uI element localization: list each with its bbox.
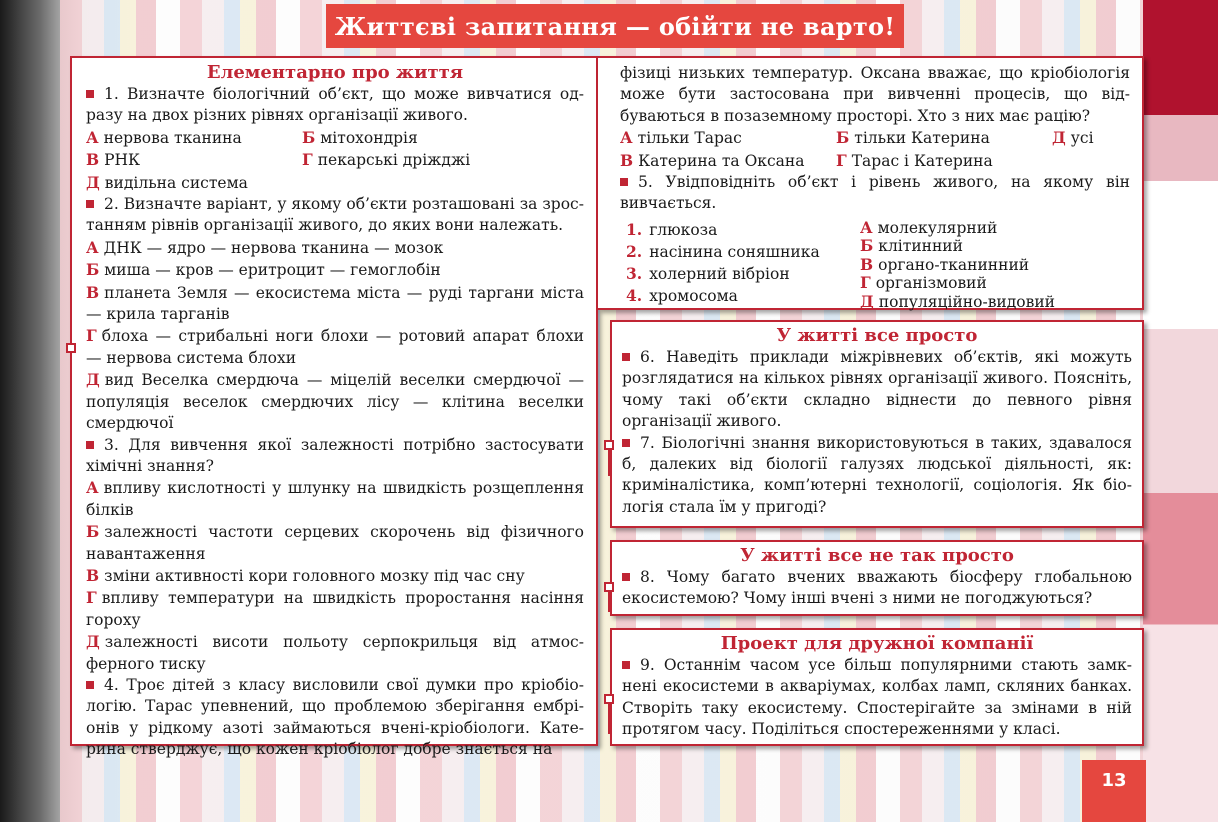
panel-not-simple [610, 540, 1144, 616]
question-4-continued: фізиці низьких температур. Оксана вважає, що кріобіологія може бути застосована при вивченні процесів, що відбуваються в позаземному просторі. Хто з них має рацію? [620, 64, 1130, 125]
panel-elementary [70, 56, 598, 759]
options-row: В Катерина та Оксана Г Тарас і Катерина [620, 150, 993, 170]
marker-icon [604, 694, 614, 704]
bullet-icon [86, 681, 94, 689]
bullet-icon [622, 661, 630, 669]
option-d: Г блоха — стрибальні ноги блохи — ротовий апарат блохи — нервова система блохи [86, 326, 584, 367]
options-row: А нервова тканина Б мітохондрія [86, 127, 418, 147]
page-title: Життєві запитання — обійти не варто! [326, 4, 904, 48]
question-7: 7. Біологічні знання використовуються в таких, здавалося б, далеких від біології галузях людської діяльності, як: криміналістика, комп’ютерні технології, соціологія. Як біологія стала їм у пригоді? [622, 433, 1132, 516]
marker-line [608, 592, 610, 612]
option-e: Д видільна система [86, 172, 248, 192]
match-level: В органо-тканинний [860, 254, 1030, 274]
marker-icon [66, 343, 76, 353]
option-d: Г впливу температури на швидкість проростання насіння гороху [86, 588, 584, 629]
match-item: 3. холерний вібріон [626, 263, 790, 283]
decorative-band [1143, 0, 1218, 822]
marker-line [70, 353, 72, 375]
marker-icon [604, 440, 614, 450]
option-e: Д вид Веселка смердюча — міцелій веселки смердючої — популяція веселок смердючих лісу — клітина веселки смердючої [86, 370, 584, 433]
matching-table [620, 219, 1130, 312]
question-6: 6. Наведіть приклади міжрівневих об’єктів, які можуть розглядатися на кількох рівнях організації живого. Поясніть, чому такі об’єкти складно віднести до певного рівня організації живого. [622, 348, 1132, 431]
option-c: В зміни активності кори головного мозку під час сну [86, 565, 525, 585]
bullet-icon [622, 439, 630, 447]
option-b: Б залежності частоти серцевих скорочень від фізичного навантаження [86, 522, 584, 563]
question-2: 2. Визначте варіант, у якому об’єкти розташовані за зростанням рівнів організації живого, до яких вони належать. [86, 195, 584, 235]
section-title: Елементарно про життя [206, 62, 464, 83]
options-row: В РНК Г пекарські дріжджі [86, 150, 471, 170]
match-item: 4. хромосома [626, 285, 738, 305]
bullet-icon [86, 90, 94, 98]
section-title: У житті все просто [776, 325, 978, 346]
question-8: 8. Чому багато вчених вважають біосферу глобальною екосистемою? Чому інші вчені з ними не погоджуються? [622, 568, 1132, 608]
match-level: Г організмовий [860, 273, 987, 293]
question-3: 3. Для вивчення якої залежності потрібно застосувати хімічні знання? [86, 435, 584, 475]
bullet-icon [622, 353, 630, 361]
bullet-icon [86, 200, 94, 208]
panel-project [610, 628, 1144, 746]
option-a: А впливу кислотності у шлунку на швидкість розщеплення білків [86, 478, 584, 519]
bullet-icon [622, 573, 630, 581]
section-title: У житті все не так просто [740, 545, 1014, 566]
options-row: А тільки Тарас Б тільки Катерина Д усі [620, 128, 1094, 148]
bullet-icon [86, 441, 94, 449]
option-a: А ДНК — ядро — нервова тканина — мозок [86, 237, 444, 257]
panel-simple [610, 320, 1144, 528]
match-level: Д популяційно-видовий [860, 291, 1056, 311]
marker-line [608, 704, 610, 734]
option-b: Б миша — кров — еритроцит — гемоглобін [86, 260, 441, 280]
page-number: 13 [1082, 760, 1146, 822]
question-5: 5. Увідповідніть об’єкт і рівень живого, на якому він вивчається. [620, 173, 1130, 213]
option-c: В планета Земля — екосистема міста — руді таргани міста — крила тарганів [86, 282, 584, 324]
bullet-icon [620, 178, 628, 186]
option-e: Д залежності висоти польоту серпокрильця від атмосферного тиску [86, 632, 584, 673]
question-4: 4. Троє дітей з класу висловили свої думки про кріобіологію. Тарас упевнений, що проблемою зберігання ембріонів у рідкому азоті займаються вчені-кріобіологи. Катерина стверджує, що кожен кріобіолог добре знається на [86, 675, 584, 759]
marker-line [608, 450, 610, 476]
match-item: 2. насінина соняшника [626, 241, 820, 261]
question-1: 1. Визначте біологічний об’єкт, що може вивчатися одразу на двох різних рівнях організації живого. [86, 85, 584, 125]
match-item: 1. глюкоза [626, 219, 718, 239]
question-9: 9. Останнім часом усе більш популярними стають замкнені екосистеми в акваріумах, колбах ламп, скляних банках. Створіть таку екосистему. Спостерігайте за змінами в ній протягом часу. Поділіться спостереженнями у класі. [622, 656, 1132, 739]
match-level: А молекулярний [860, 217, 998, 237]
marker-icon [604, 582, 614, 592]
match-level: Б клітинний [860, 236, 963, 256]
section-title: Проект для дружної компанії [720, 633, 1034, 654]
panel-question-4-continued [598, 56, 1144, 310]
